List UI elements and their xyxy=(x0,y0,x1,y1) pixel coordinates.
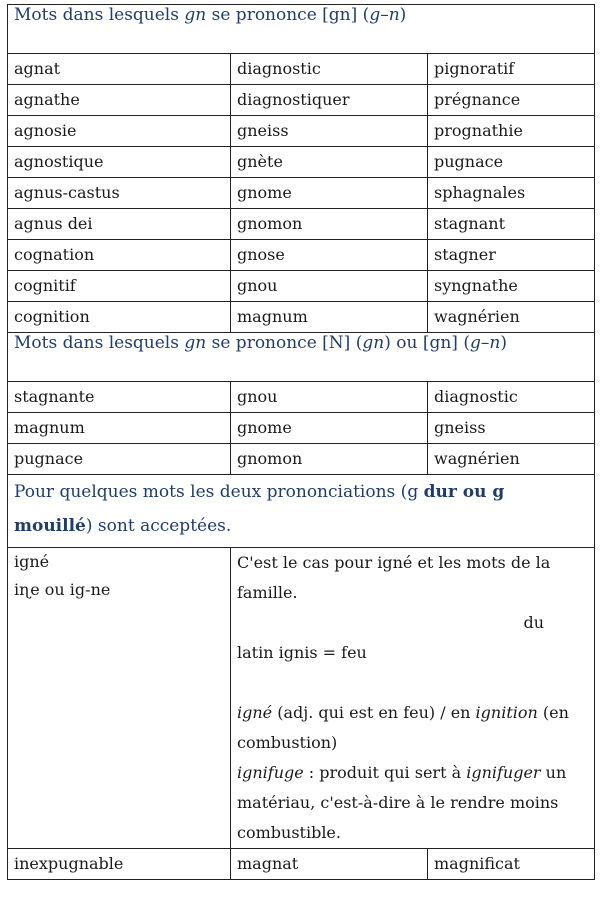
igne-du: du xyxy=(523,613,545,632)
table-cell: stagnante xyxy=(8,382,231,413)
table-cell: gnou xyxy=(231,271,428,302)
table-cell: agnus dei xyxy=(8,209,231,240)
table-cell: gnome xyxy=(231,178,428,209)
pronunciation-table xyxy=(7,4,595,880)
table-cell: agnat xyxy=(8,54,231,85)
section-title-2: Mots dans lesquels gn se prononce [N] (gn) ou [gn] (g–n) xyxy=(8,333,595,382)
table-row xyxy=(8,382,595,413)
table-cell: pugnace xyxy=(8,444,231,475)
igne-word-cell xyxy=(8,548,231,849)
table-cell: cognation xyxy=(8,240,231,271)
section-header-gn xyxy=(8,5,595,54)
table-row xyxy=(8,271,595,302)
table-cell: wagnérien xyxy=(428,302,595,333)
table-cell: gnose xyxy=(231,240,428,271)
table-row xyxy=(8,178,595,209)
table-cell: diagnostic xyxy=(428,382,595,413)
table-cell: diagnostic xyxy=(231,54,428,85)
table-cell: agnus-castus xyxy=(8,178,231,209)
table-cell: sphagnales xyxy=(428,178,595,209)
table-row xyxy=(8,240,595,271)
table-cell: cognitif xyxy=(8,271,231,302)
table-row xyxy=(8,302,595,333)
igne-line1: C'est le cas pour igné et les mots de la famille. xyxy=(237,553,551,602)
table-cell: gnomon xyxy=(231,444,428,475)
table-row xyxy=(8,209,595,240)
table-cell: gnomon xyxy=(231,209,428,240)
section-header-gn-n xyxy=(8,333,595,382)
table-cell: prognathie xyxy=(428,116,595,147)
table-cell: magnificat xyxy=(428,849,595,880)
igne-explanation-cell xyxy=(231,548,595,849)
table-cell: gnète xyxy=(231,147,428,178)
table-cell: wagnérien xyxy=(428,444,595,475)
table-row xyxy=(8,54,595,85)
table-cell: agnostique xyxy=(8,147,231,178)
section-title-3: Pour quelques mots les deux prononciations (g dur ou g mouillé) sont acceptées. xyxy=(8,475,595,548)
igne-row xyxy=(8,548,595,849)
table-cell: syngnathe xyxy=(428,271,595,302)
table-row xyxy=(8,85,595,116)
table-cell: diagnostiquer xyxy=(231,85,428,116)
table-cell: agnathe xyxy=(8,85,231,116)
section-title-1: Mots dans lesquels gn se prononce [gn] (g–n) xyxy=(8,5,595,54)
table-row xyxy=(8,413,595,444)
igne-latin: latin ignis = feu xyxy=(237,643,367,662)
table-cell: stagner xyxy=(428,240,595,271)
igne-word: igné xyxy=(14,552,50,571)
table-row xyxy=(8,116,595,147)
igne-definition: igné (adj. qui est en feu) / en ignition (en combustion) xyxy=(237,703,569,752)
table-cell: stagnant xyxy=(428,209,595,240)
table-cell: gneiss xyxy=(428,413,595,444)
table-cell: gnou xyxy=(231,382,428,413)
table-cell: pugnace xyxy=(428,147,595,178)
table-cell: cognition xyxy=(8,302,231,333)
table-row xyxy=(8,444,595,475)
table-cell: magnum xyxy=(231,302,428,333)
table-cell: magnum xyxy=(8,413,231,444)
table-cell: magnat xyxy=(231,849,428,880)
table-cell: pignoratif xyxy=(428,54,595,85)
table-row xyxy=(8,147,595,178)
table-row xyxy=(8,849,595,880)
table-cell: agnosie xyxy=(8,116,231,147)
igne-pronunciation: iɳe ou ig-ne xyxy=(14,580,111,599)
table-cell: gnome xyxy=(231,413,428,444)
table-cell: inexpugnable xyxy=(8,849,231,880)
section-header-both xyxy=(8,475,595,548)
table-cell: prégnance xyxy=(428,85,595,116)
ignifuge-definition: ignifuge : produit qui sert à ignifuger un matériau, c'est-à-dire à le rendre moins combustible. xyxy=(237,763,567,842)
table-cell: gneiss xyxy=(231,116,428,147)
